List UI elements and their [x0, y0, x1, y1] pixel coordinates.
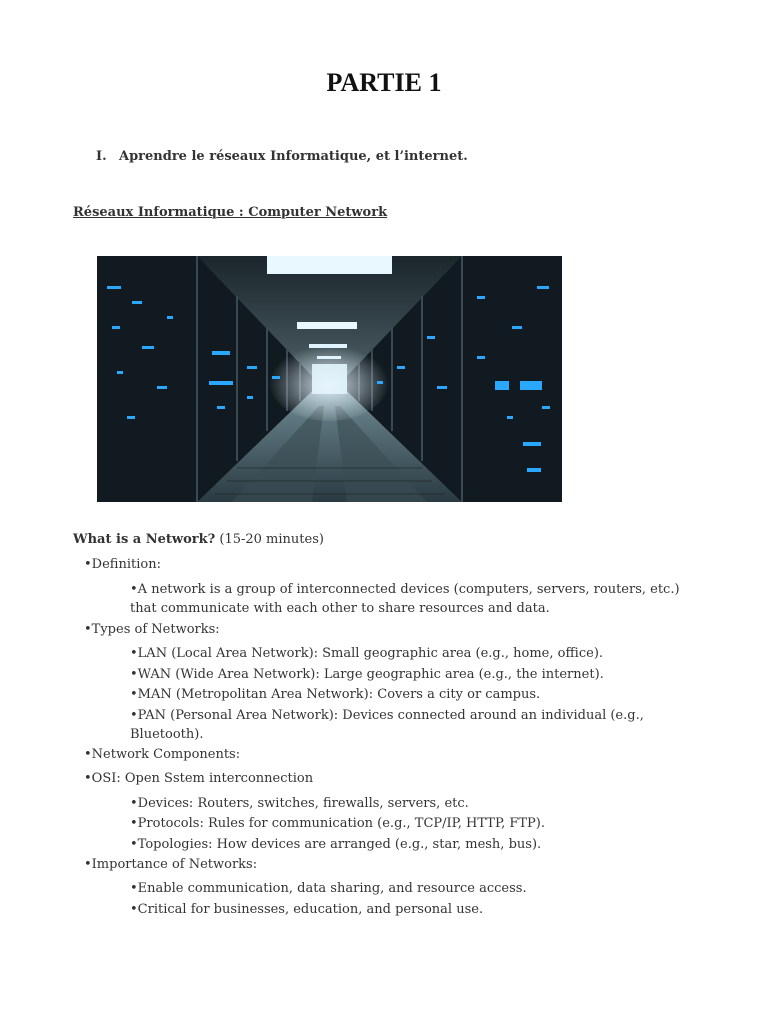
list-item-components: •Network Components: [84, 747, 241, 762]
list-item-enable: •Enable communication, data sharing, and resource access. [130, 881, 527, 896]
page-title: PARTIE 1 [326, 68, 442, 97]
list-item-types: •Types of Networks: [84, 622, 220, 637]
list-item-topologies: •Topologies: How devices are arranged (e.g., star, mesh, bus). [130, 837, 542, 852]
list-item-wan: •WAN (Wide Area Network): Large geographic area (e.g., the internet). [130, 667, 604, 682]
list-item-osi: •OSI: Open Sstem interconnection [84, 771, 314, 786]
list-item-critical: •Critical for businesses, education, and personal use. [130, 902, 484, 917]
list-item-lan: •LAN (Local Area Network): Small geographic area (e.g., home, office). [130, 646, 604, 661]
list-item-protocols: •Protocols: Rules for communication (e.g., TCP/IP, HTTP, FTP). [130, 816, 545, 831]
question-line [73, 530, 324, 549]
list-item-definition: •Definition: [84, 557, 161, 572]
section-heading [96, 149, 468, 164]
question-label: What is a Network? [73, 532, 216, 547]
list-item-man: •MAN (Metropolitan Area Network): Covers a city or campus. [130, 687, 541, 702]
list-item-pan-cont: Bluetooth). [130, 727, 204, 742]
list-item-definition-text-cont: that communicate with each other to share resources and data. [130, 601, 550, 616]
list-item-pan: •PAN (Personal Area Network): Devices connected around an individual (e.g., [130, 708, 644, 723]
section-number: I. [96, 149, 107, 164]
list-item-devices: •Devices: Routers, switches, firewalls, servers, etc. [130, 796, 469, 811]
subtitle: Réseaux Informatique : Computer Network [73, 205, 388, 220]
question-duration: (15-20 minutes) [219, 532, 324, 547]
list-item-importance: •Importance of Networks: [84, 857, 258, 872]
section-text: Aprendre le réseaux Informatique, et l’internet. [119, 149, 468, 164]
list-item-definition-text: •A network is a group of interconnected devices (computers, servers, routers, etc.) [130, 582, 680, 597]
data-center-image [97, 256, 562, 502]
